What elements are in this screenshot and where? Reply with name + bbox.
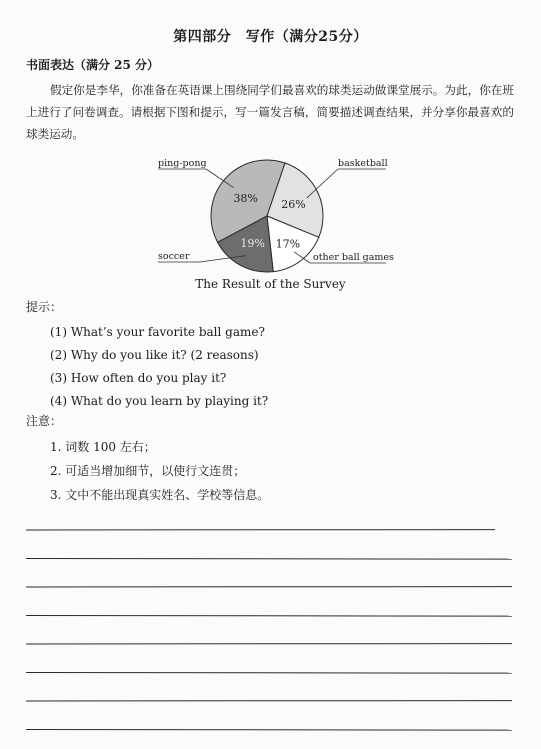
part-title: 第四部分 写作（满分25分） — [173, 29, 368, 45]
slice-name-label: basketball — [338, 158, 388, 169]
answer-line — [26, 616, 512, 617]
hints-label: 提示： — [26, 300, 63, 314]
answer-line — [26, 730, 512, 731]
slice-value-label: 19% — [240, 237, 265, 251]
slice-value-label: 17% — [275, 237, 301, 251]
chart-caption: The Result of the Survey — [195, 277, 346, 291]
section-heading: 书面表达（满分 25 分） — [26, 58, 160, 72]
answer-line — [26, 559, 512, 560]
notes-label: 注意： — [26, 414, 63, 428]
slice-name-label: ping-pong — [158, 158, 207, 169]
slice-name-label: soccer — [158, 251, 190, 262]
hint-item: (1) What’s your favorite ball game? — [50, 325, 265, 339]
slice-value-label: 38% — [233, 191, 258, 205]
slice-value-label: 26% — [281, 197, 306, 211]
hint-item: (2) Why do you like it? (2 reasons) — [50, 348, 259, 362]
slice-name-label: other ball games — [313, 252, 394, 263]
note-item: 1. 词数 100 左右； — [50, 440, 156, 454]
hint-item: (4) What do you learn by playing it? — [50, 394, 269, 408]
answer-line — [26, 673, 512, 674]
note-item: 3. 文中不能出现真实姓名、学校等信息。 — [50, 488, 270, 502]
note-item: 2. 可适当增加细节，以使行文连贯； — [50, 464, 246, 478]
hint-item: (3) How often do you play it? — [50, 371, 227, 385]
task-prompt: 假定你是李华，你准备在英语课上围绕同学们最喜欢的球类运动做课堂展示。为此，你在班上进行了问卷调查。请根据下图和提示，写一篇发言稿，简要描述调查结果，并分享你最喜欢的球类运动。 — [26, 83, 514, 141]
